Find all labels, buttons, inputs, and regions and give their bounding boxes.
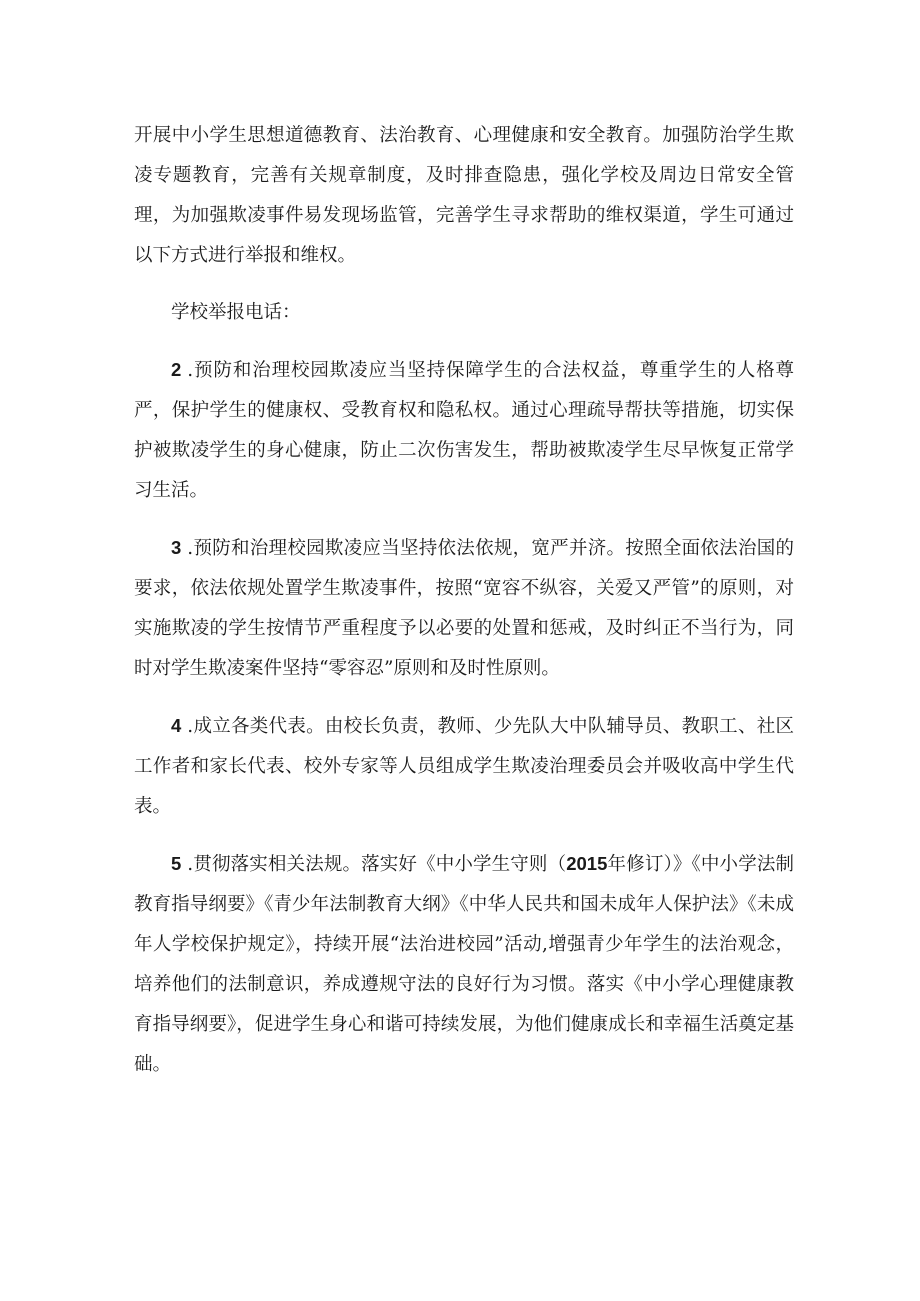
document-body xyxy=(134,116,794,1102)
item-number: 2 xyxy=(171,359,182,380)
item-number: 4 xyxy=(171,715,182,736)
paragraph-intro xyxy=(134,116,794,276)
paragraph-text: 年修订）》《中小学法制教育指导纲要》《青少年法制教育大纲》《中华人民共和国未成年人保护法》《未成年人学校保护规定》，持续开展“法治进校园”活动,增强青少年学生的法治观念，培养他们的法制意识，养成遵规守法的良好行为习惯。落实《中小学心理健康教育指导纲要》，促进学生身心和谐可持续发展，为他们健康成长和幸福生活奠定基础。 xyxy=(134,854,794,1075)
paragraph-text: 开展中小学生思想道德教育、法治教育、心理健康和安全教育。加强防治学生欺凌专题教育，完善有关规章制度，及时排查隐患，强化学校及周边日常安全管理，为加强欺凌事件易发现场监管，完善学生寻求帮助的维权渠道，学生可通过以下方式进行举报和维权。 xyxy=(134,125,794,266)
paragraph-item-5 xyxy=(134,844,794,1085)
paragraph-item-4 xyxy=(134,706,794,827)
paragraph-text: .预防和治理校园欺凌应当坚持依法依规，宽严并济。按照全面依法治国的要求，依法依规处置学生欺凌事件，按照“宽容不纵容，关爱又严管”的原则，对实施欺凌的学生按情节严重程度予以必要的处置和惩戒，及时纠正不当行为，同时对学生欺凌案件坚持“零容忍”原则和及时性原则。 xyxy=(134,538,794,679)
item-number: 3 xyxy=(171,537,182,558)
item-number: 5 xyxy=(171,853,182,874)
paragraph-text: 学校举报电话： xyxy=(171,302,301,323)
year-value: 2015 xyxy=(566,853,608,874)
paragraph-item-2 xyxy=(134,350,794,511)
paragraph-report-phone xyxy=(134,293,794,333)
paragraph-text: .成立各类代表。由校长负责，教师、少先队大中队辅导员、教职工、社区工作者和家长代表、校外专家等人员组成学生欺凌治理委员会并吸收高中学生代表。 xyxy=(134,716,794,817)
paragraph-item-3 xyxy=(134,528,794,689)
paragraph-text: .贯彻落实相关法规。落实好《中小学生守则（ xyxy=(187,854,567,875)
paragraph-text: .预防和治理校园欺凌应当坚持保障学生的合法权益，尊重学生的人格尊严，保护学生的健康权、受教育权和隐私权。通过心理疏导帮扶等措施，切实保护被欺凌学生的身心健康，防止二次伤害发生，帮助被欺凌学生尽早恢复正常学习生活。 xyxy=(134,360,794,501)
